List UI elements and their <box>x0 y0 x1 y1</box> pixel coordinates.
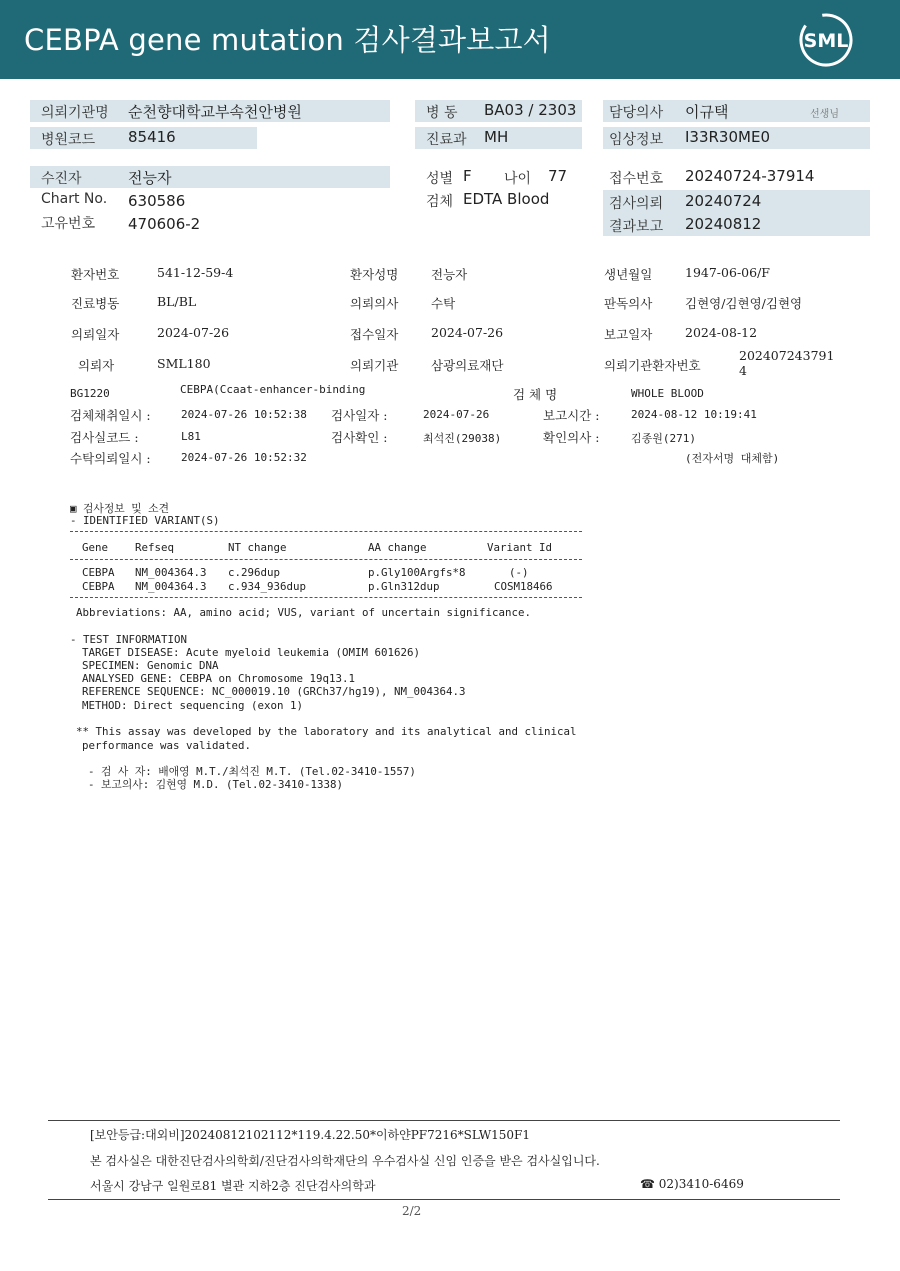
detail-label: 의뢰일자 <box>71 327 120 342</box>
col-aa: AA change <box>368 541 427 554</box>
detail-value: 삼광의료재단 <box>431 358 504 373</box>
doctor-label: 담당의사 <box>609 105 664 121</box>
collect-value: 2024-07-26 10:52:38 <box>181 408 307 421</box>
divider <box>70 559 582 560</box>
detail-value: 202407243791 <box>739 348 835 363</box>
confirm-value: 최석진(29038) <box>423 432 502 445</box>
doctor-suffix: 선생님 <box>810 109 839 120</box>
reporttime-value: 2024-08-12 10:19:41 <box>631 408 757 421</box>
report-title: CEBPA gene mutation 검사결과보고서 <box>24 23 551 57</box>
detail-value: 수탁 <box>431 296 456 311</box>
variant-aa: p.Gly100Argfs*8 <box>368 566 466 579</box>
variant-refseq: NM_004364.3 <box>135 566 207 579</box>
footer-rule <box>48 1120 840 1121</box>
test-info-line: METHOD: Direct sequencing (exon 1) <box>82 699 304 712</box>
patient-value: 전능자 <box>128 169 172 187</box>
consign-label: 수탁의뢰일시 : <box>70 451 151 466</box>
detail-label: 진료병동 <box>71 296 120 311</box>
detail-label: 보고일자 <box>604 327 653 342</box>
consign-value: 2024-07-26 10:52:32 <box>181 451 307 464</box>
col-gene: Gene <box>82 541 109 554</box>
ward-label: 병 동 <box>426 105 458 121</box>
request-label: 검사의뢰 <box>609 196 664 212</box>
variant-gene: CEBPA <box>82 566 115 579</box>
report-date-value: 20240812 <box>685 215 762 233</box>
detail-value: 김현영/김현영/김현영 <box>685 296 803 311</box>
address-line: 서울시 강남구 일원로81 별관 지하2층 진단검사의학과 <box>90 1179 376 1193</box>
test-code: BG1220 <box>70 387 110 400</box>
col-nt: NT change <box>228 541 287 554</box>
variant-nt: c.934_936dup <box>228 580 307 593</box>
detail-label: 접수일자 <box>350 327 399 342</box>
detail-value: 전능자 <box>431 267 468 282</box>
detail-label: 의뢰기관 <box>350 358 399 373</box>
receipt-value: 20240724-37914 <box>685 167 815 185</box>
labcode-label: 검사실코드 : <box>70 430 139 445</box>
divider <box>70 531 582 532</box>
variant-refseq: NM_004364.3 <box>135 580 207 593</box>
clinical-value: I33R30ME0 <box>685 128 770 146</box>
dept-label: 진료과 <box>426 132 467 148</box>
labcode-value: L81 <box>181 430 201 443</box>
age-label: 나이 <box>504 171 532 187</box>
institution-value: 순천향대학교부속천안병원 <box>128 103 302 121</box>
reporttime-label: 보고시간 : <box>543 408 600 423</box>
confirm-label: 검사확인 : <box>331 430 388 445</box>
variant-nt: c.296dup <box>228 566 281 579</box>
specimen-name-value: WHOLE BLOOD <box>631 387 704 400</box>
receipt-label: 접수번호 <box>609 171 664 187</box>
ward-value: BA03 / 2303 <box>484 101 577 119</box>
test-info-line: TARGET DISEASE: Acute myeloid leukemia (OMIM 601626) <box>82 646 421 659</box>
security-line: [보안등급:대외비]20240812102112*119.4.22.50*이하얀PF7216*SLW150F1 <box>90 1128 531 1142</box>
verify-label: 확인의사 : <box>543 430 600 445</box>
detail-value: 2024-08-12 <box>685 325 758 340</box>
divider <box>70 597 582 598</box>
certification-line: 본 검사실은 대한진단검사의학회/진단검사의학재단의 우수검사실 신임 인증을 받은 검사실입니다. <box>90 1154 600 1168</box>
detail-value: 541-12-59-4 <box>157 265 234 280</box>
patient-bar <box>30 166 390 188</box>
institution-label: 의뢰기관명 <box>41 105 109 121</box>
test-info-line: ANALYSED GENE: CEBPA on Chromosome 19q13.1 <box>82 672 356 685</box>
detail-value: 2024-07-26 <box>157 325 230 340</box>
detail-label: 환자성명 <box>350 267 399 282</box>
detail-value: 1947-06-06/F <box>685 265 770 280</box>
hospital-code-label: 병원코드 <box>41 132 96 148</box>
testdate-label: 검사일자 : <box>331 408 388 423</box>
test-info-heading: - TEST INFORMATION <box>70 633 188 646</box>
variant-gene: CEBPA <box>82 580 115 593</box>
verify-value: 김종원(271) <box>631 432 696 445</box>
report-header <box>0 0 900 79</box>
clinical-label: 임상정보 <box>609 132 664 148</box>
phone-line: ☎ 02)3410-6469 <box>640 1177 744 1191</box>
detail-value: 4 <box>739 363 747 378</box>
staff-line: - 검 사 자: 배애영 M.T./최석진 M.T. (Tel.02-3410-1557) <box>88 765 416 778</box>
detail-label: 판독의사 <box>604 296 653 311</box>
detail-label: 의뢰기관환자번호 <box>604 358 701 373</box>
detail-label: 환자번호 <box>71 267 120 282</box>
sml-logo <box>796 12 856 68</box>
detail-label: 의뢰자 <box>78 358 115 373</box>
testdate-value: 2024-07-26 <box>423 408 490 421</box>
collect-label: 검체채취일시 : <box>70 408 151 423</box>
logo-text: SML <box>803 30 849 52</box>
variant-id: COSM18466 <box>494 580 553 593</box>
patient-label: 수진자 <box>41 171 82 187</box>
test-info-line: SPECIMEN: Genomic DNA <box>82 659 219 672</box>
abbreviations: Abbreviations: AA, amino acid; VUS, variant of uncertain significance. <box>76 606 532 619</box>
detail-label: 의뢰의사 <box>350 296 399 311</box>
variant-aa: p.Gln312dup <box>368 580 440 593</box>
detail-value: BL/BL <box>157 294 197 309</box>
page-number: 2/2 <box>402 1204 422 1218</box>
specimen-name-label: 검 체 명 <box>513 387 558 402</box>
doctor-value: 이규택 <box>685 103 729 121</box>
chart-label: Chart No. <box>41 191 108 207</box>
detail-value: SML180 <box>157 356 211 371</box>
sex-label: 성별 <box>426 171 454 187</box>
dept-value: MH <box>484 128 509 146</box>
col-refseq: Refseq <box>135 541 175 554</box>
age-value: 77 <box>548 167 568 185</box>
uid-value: 470606-2 <box>128 215 201 233</box>
assay-note: performance was validated. <box>82 739 252 752</box>
esign-note: (전자서명 대체함) <box>685 452 780 465</box>
uid-label: 고유번호 <box>41 216 96 232</box>
report-date-label: 결과보고 <box>609 219 664 235</box>
col-variant-id: Variant Id <box>487 541 553 554</box>
request-value: 20240724 <box>685 192 762 210</box>
identified-heading: - IDENTIFIED VARIANT(S) <box>70 514 220 527</box>
detail-value: 2024-07-26 <box>431 325 504 340</box>
staff-line: - 보고의사: 김현영 M.D. (Tel.02-3410-1338) <box>88 778 344 791</box>
variant-id: (-) <box>509 566 529 579</box>
sex-value: F <box>463 167 472 185</box>
specimen-label: 검체 <box>426 194 454 210</box>
chart-value: 630586 <box>128 192 186 210</box>
test-name: CEBPA(Ccaat-enhancer-binding <box>180 383 366 396</box>
hospital-code-value: 85416 <box>128 128 176 146</box>
section-title: ▣ 검사정보 및 소견 <box>70 502 170 515</box>
detail-label: 생년월일 <box>604 267 653 282</box>
footer-rule <box>48 1199 840 1200</box>
assay-note: ** This assay was developed by the laboratory and its analytical and clinical <box>76 725 577 738</box>
specimen-value: EDTA Blood <box>463 190 550 208</box>
test-info-line: REFERENCE SEQUENCE: NC_000019.10 (GRCh37/hg19), NM_004364.3 <box>82 685 466 698</box>
